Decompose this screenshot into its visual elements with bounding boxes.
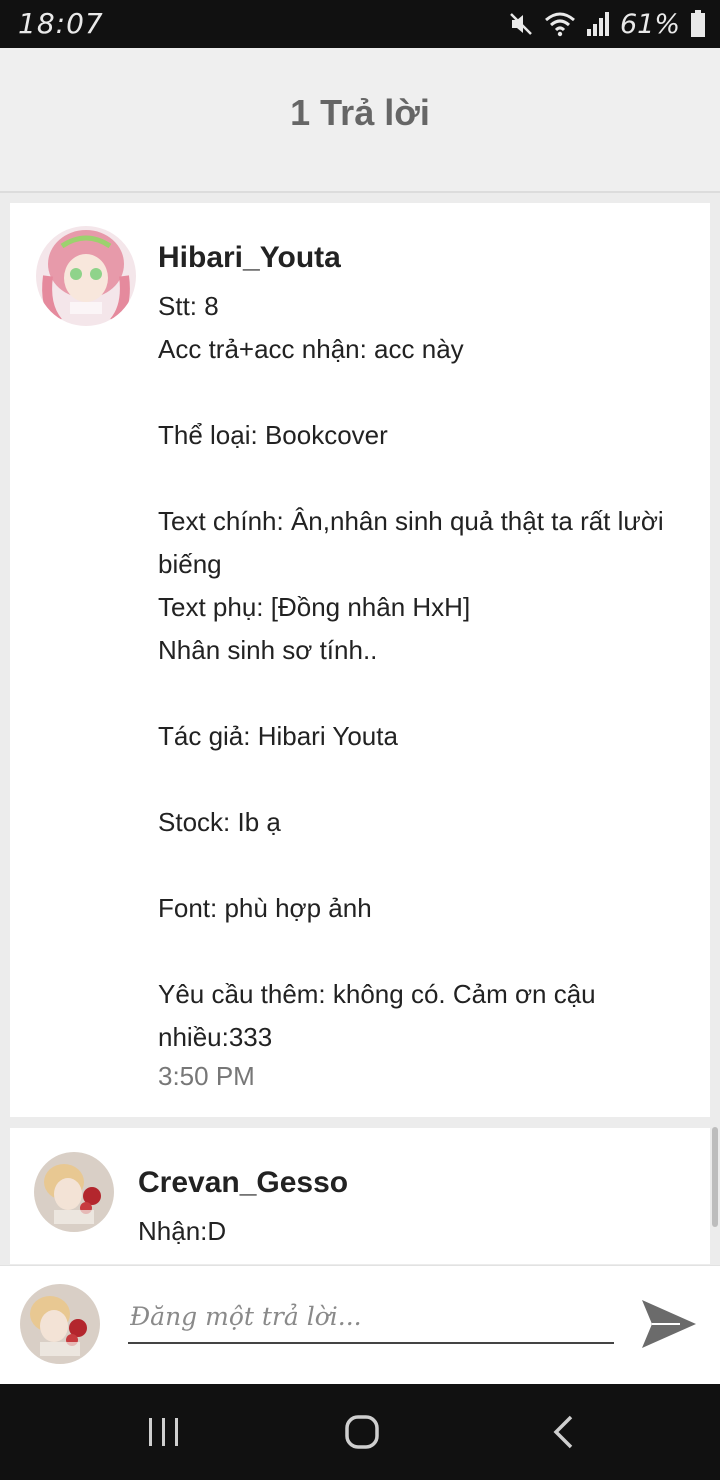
send-icon [640, 1296, 698, 1352]
status-time: 18:07 [18, 7, 104, 40]
username[interactable]: Hibari_Youta [158, 241, 341, 274]
avatar[interactable] [34, 1152, 114, 1232]
mute-icon [508, 11, 534, 37]
avatar[interactable] [36, 226, 136, 326]
system-nav-bar [0, 1384, 720, 1480]
username[interactable]: Crevan_Gesso [138, 1166, 349, 1199]
back-icon[interactable] [544, 1412, 584, 1452]
home-icon[interactable] [342, 1412, 382, 1452]
reply-input[interactable] [128, 1290, 614, 1344]
battery-percent: 61% [619, 8, 680, 40]
avatar-image [34, 1152, 114, 1232]
scrollbar[interactable] [712, 1127, 718, 1227]
reply-body: Stt: 8 Acc trả+acc nhận: acc này Thể loại: Bookcover Text chính: Ân,nhân sinh quả thật ta rất lười biếng Text phụ: [Đồng nhân HxH] Nhân sinh sơ tính.. Tác giả: Hibari Youta Stock: Ib ạ Font: phù hợp ảnh Yêu cầu thêm: không có. Cảm ơn cậu nhiều:333 [158, 291, 664, 1052]
reply-composer [0, 1265, 720, 1385]
status-bar [0, 0, 720, 48]
my-avatar [20, 1284, 100, 1364]
send-button[interactable] [640, 1296, 698, 1352]
page-title: 1 Trả lời [290, 92, 430, 133]
reply-body: Nhận:D [138, 1216, 227, 1246]
reply-timestamp: 3:50 PM [158, 1061, 255, 1091]
reply-card [10, 1128, 710, 1264]
avatar-image [20, 1284, 100, 1364]
battery-icon [690, 10, 706, 38]
signal-icon [586, 11, 610, 37]
avatar-image [36, 226, 136, 326]
header [0, 48, 720, 193]
wifi-icon [544, 11, 576, 37]
reply-card [10, 203, 710, 1117]
status-icons [508, 8, 706, 40]
recent-apps-icon[interactable] [144, 1412, 184, 1452]
